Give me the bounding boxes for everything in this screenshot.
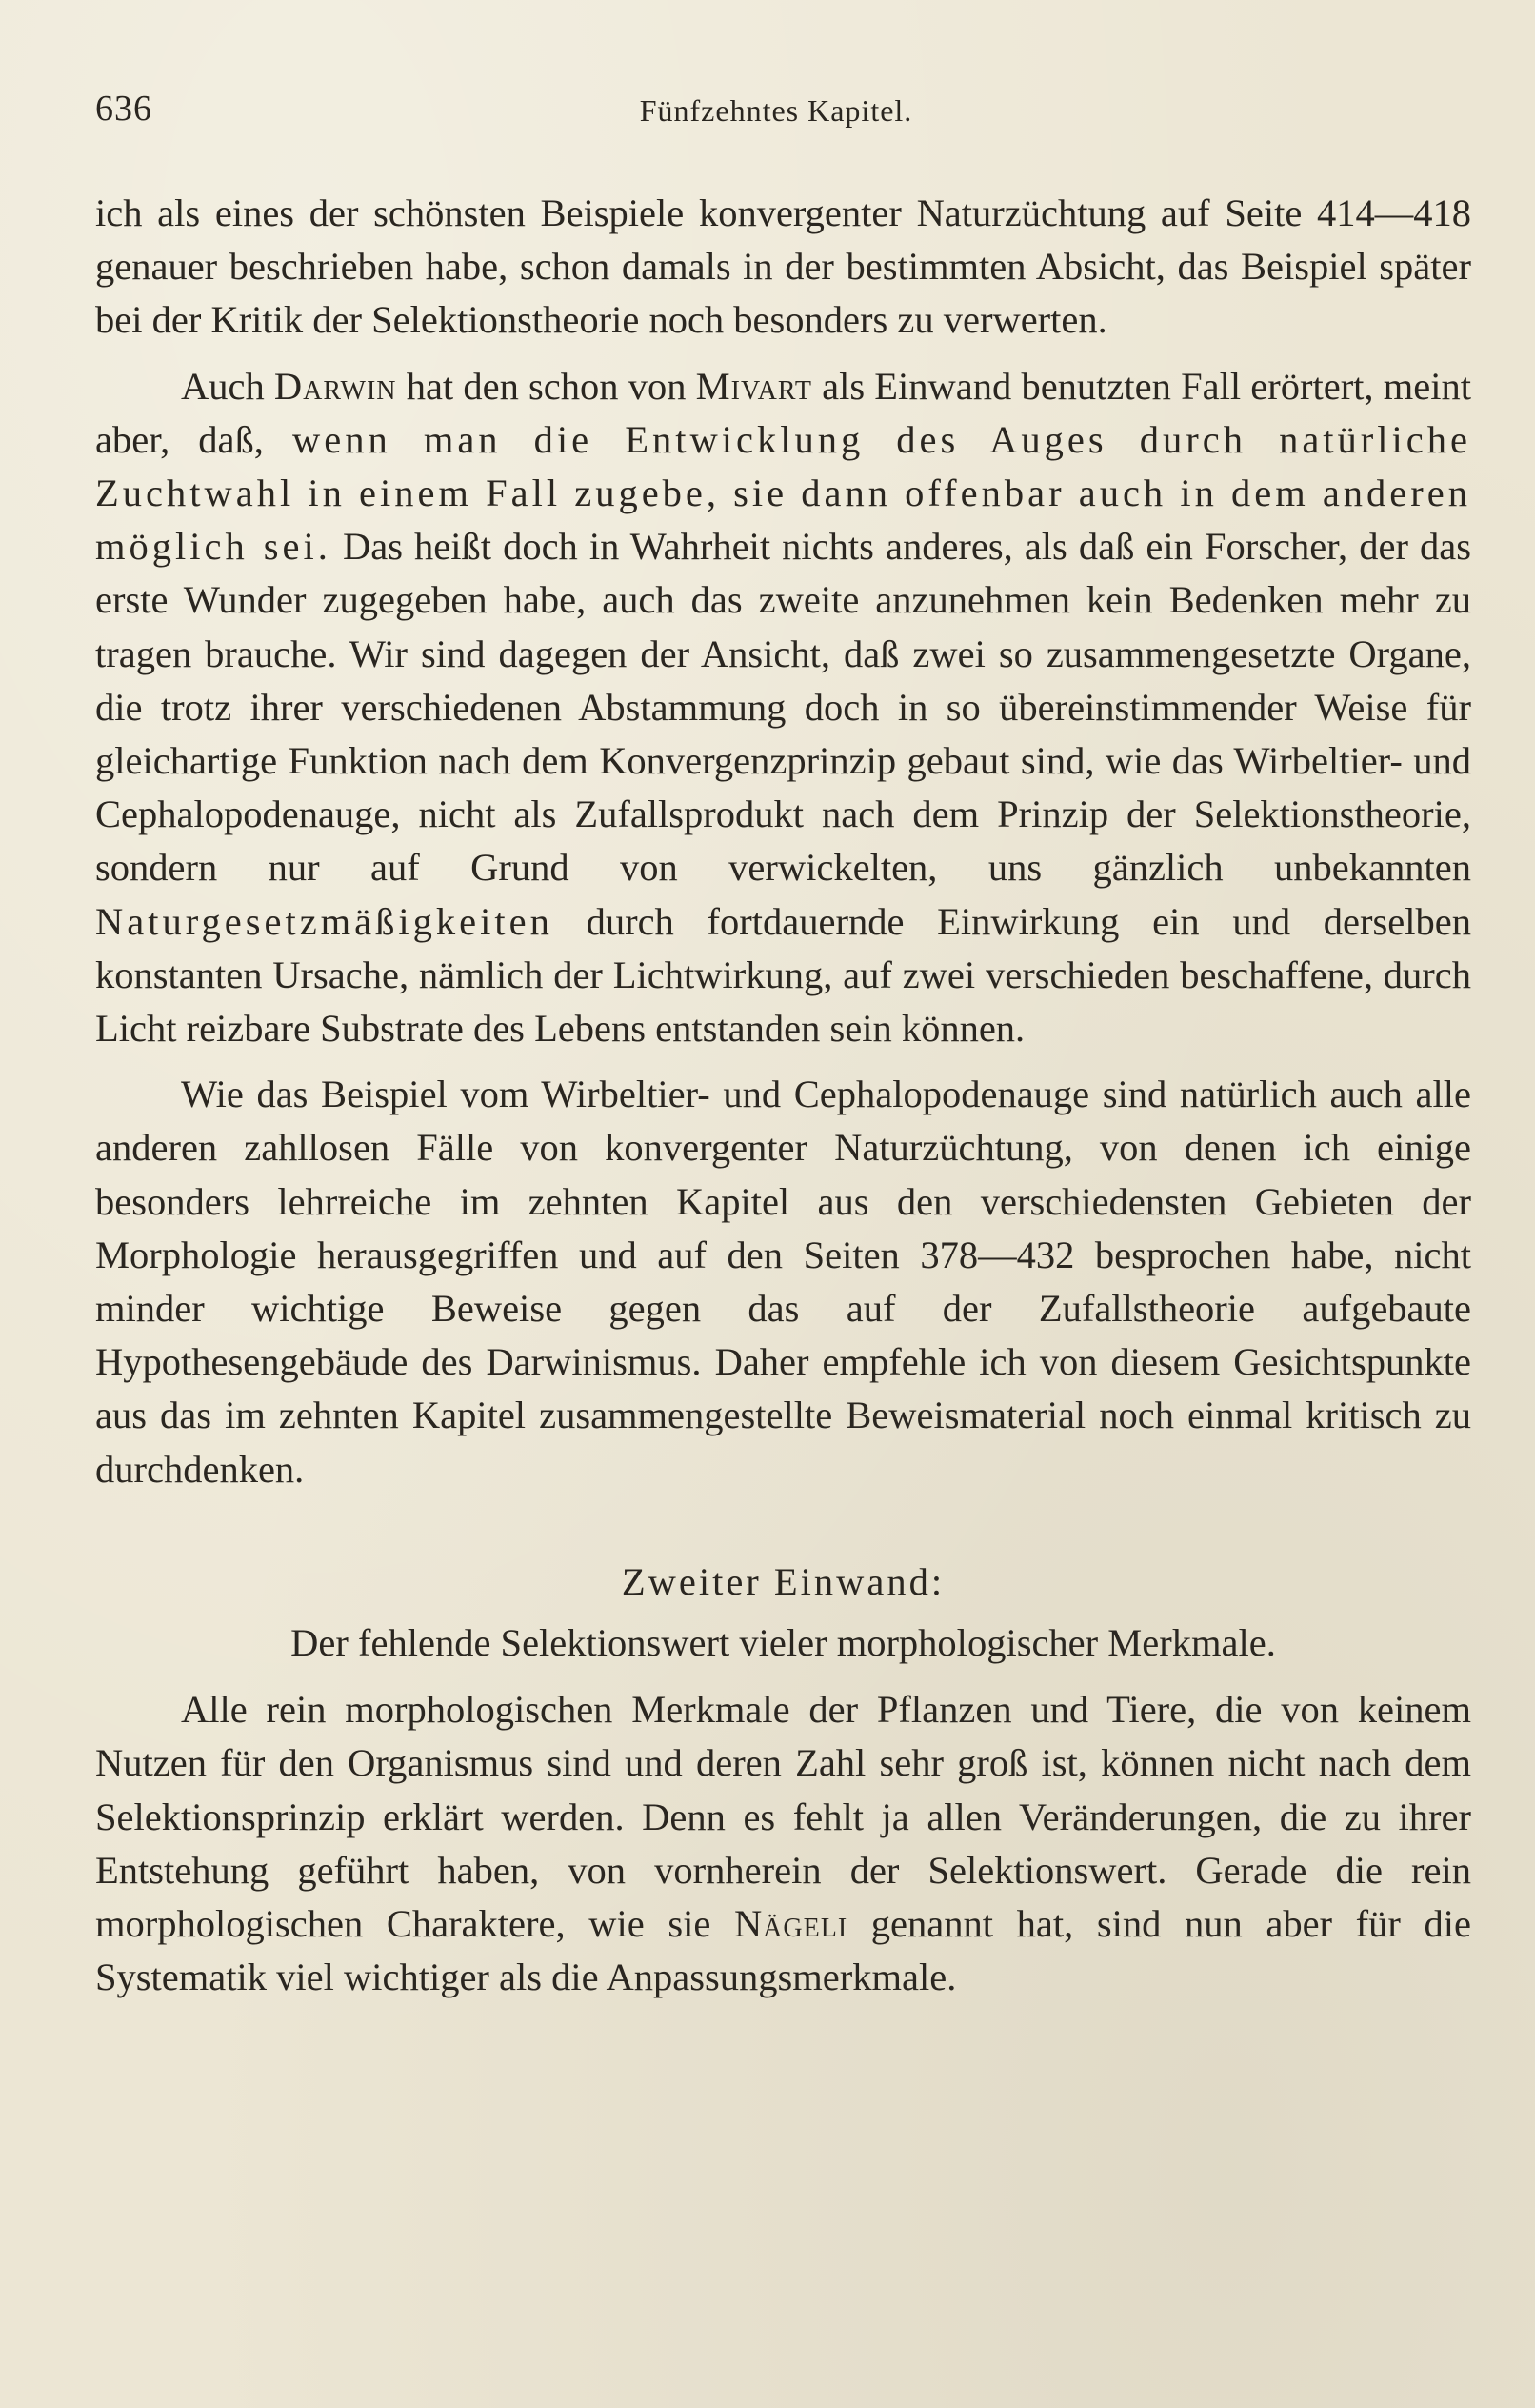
page-number: 636: [95, 89, 152, 129]
section-subheading: Der fehlende Selektionswert vieler morphologischer Merkmale.: [290, 1621, 1276, 1665]
paragraph-1: ich als eines der schönsten Beispiele konvergenter Naturzüchtung auf Seite 414—418 genauer beschrieben habe, schon damals in der bestimmten Absicht, das Beispiel später bei der Kritik der Selektionstheorie noch besonders zu verwerten.: [95, 191, 1471, 342]
paragraph-2: [95, 360, 1471, 1056]
section-heading: Zweiter Einwand:: [621, 1559, 946, 1603]
paragraph-2-text: hat den schon von: [396, 364, 696, 408]
paragraph-4-text: Alle rein morphologischen Merkmale der Pflanzen und Tiere, die von keinem Nutzen für den Organismus sind und deren Zahl sehr groß ist, können nicht nach dem Selektionsprinzip erklärt werden. Denn es fehlt ja allen Veränderungen, die zu ihrer Entstehung geführt haben, von vornherein der Selektionswert. Gerade die rein morphologischen Charaktere, wie sie: [95, 1688, 1471, 1946]
page-header: [95, 88, 1457, 135]
author-name-naegeli: Nägeli: [733, 1902, 848, 1946]
running-head: Fünfzehntes Kapitel.: [639, 93, 913, 128]
emphasized-text: Naturgesetzmäßigkeiten: [95, 899, 553, 943]
emphasized-text: wenn man die Entwicklung des Auges durch natürliche Zuchtwahl in einem Fall zugebe, sie dann offenbar auch in dem anderen möglich sei.: [95, 417, 1471, 569]
paragraph-4-text: genannt hat, sind nun aber für die Systematik viel wichtiger als die Anpassungsmerkmale.: [95, 1902, 1471, 1999]
paragraph-2-text: durch fortdauernde Einwirkung ein und derselben konstanten Ursache, nämlich der Lichtwirkung, auf zwei verschieden beschaffene, durch Licht reizbare Substrate des Lebens entstanden sein können.: [95, 899, 1471, 1051]
paragraph-2-text: Auch: [181, 364, 274, 408]
paragraph-2-text: als Einwand benutzten Fall erörtert, meint aber, daß,: [95, 364, 1471, 461]
author-name-mivart: Mivart: [695, 364, 812, 408]
paragraph-2-text: Das heißt doch in Wahrheit nichts anderes, als daß ein Forscher, der das erste Wunder zugegeben habe, auch das zweite anzunehmen kein Bedenken mehr zu tragen brauche. Wir sind dagegen der Ansicht, daß zwei so zusammengesetzte Organe, die trotz ihrer verschiedenen Abstammung doch in so übereinstimmender Weise für gleichartige Funktion nach dem Konvergenzprinzip gebaut sind, wie das Wirbeltier- und Cephalopodenauge, nicht als Zufallsprodukt nach dem Prinzip der Selektionstheorie, sondern nur auf Grund von verwickelten, uns gänzlich unbekannten: [95, 525, 1471, 890]
paragraph-3: Wie das Beispiel vom Wirbeltier- und Cephalopodenauge sind natürlich auch alle anderen zahllosen Fälle von konvergenter Naturzüchtung, von denen ich einige besonders lehrreiche im zehnten Kapitel aus den verschiedensten Gebieten der Morphologie herausgegriffen und auf den Seiten 378—432 besprochen habe, nicht minder wichtige Beweise gegen das auf der Zufallstheorie aufgebaute Hypothesengebäude des Darwinismus. Daher empfehle ich von diesem Gesichtspunkte aus das im zehnten Kapitel zusammengestellte Beweismaterial noch einmal kritisch zu durchdenken.: [95, 1073, 1471, 1491]
paragraph-4: [95, 1683, 1471, 2004]
author-name-darwin: Darwin: [273, 364, 397, 408]
body-text: [95, 187, 1471, 2017]
